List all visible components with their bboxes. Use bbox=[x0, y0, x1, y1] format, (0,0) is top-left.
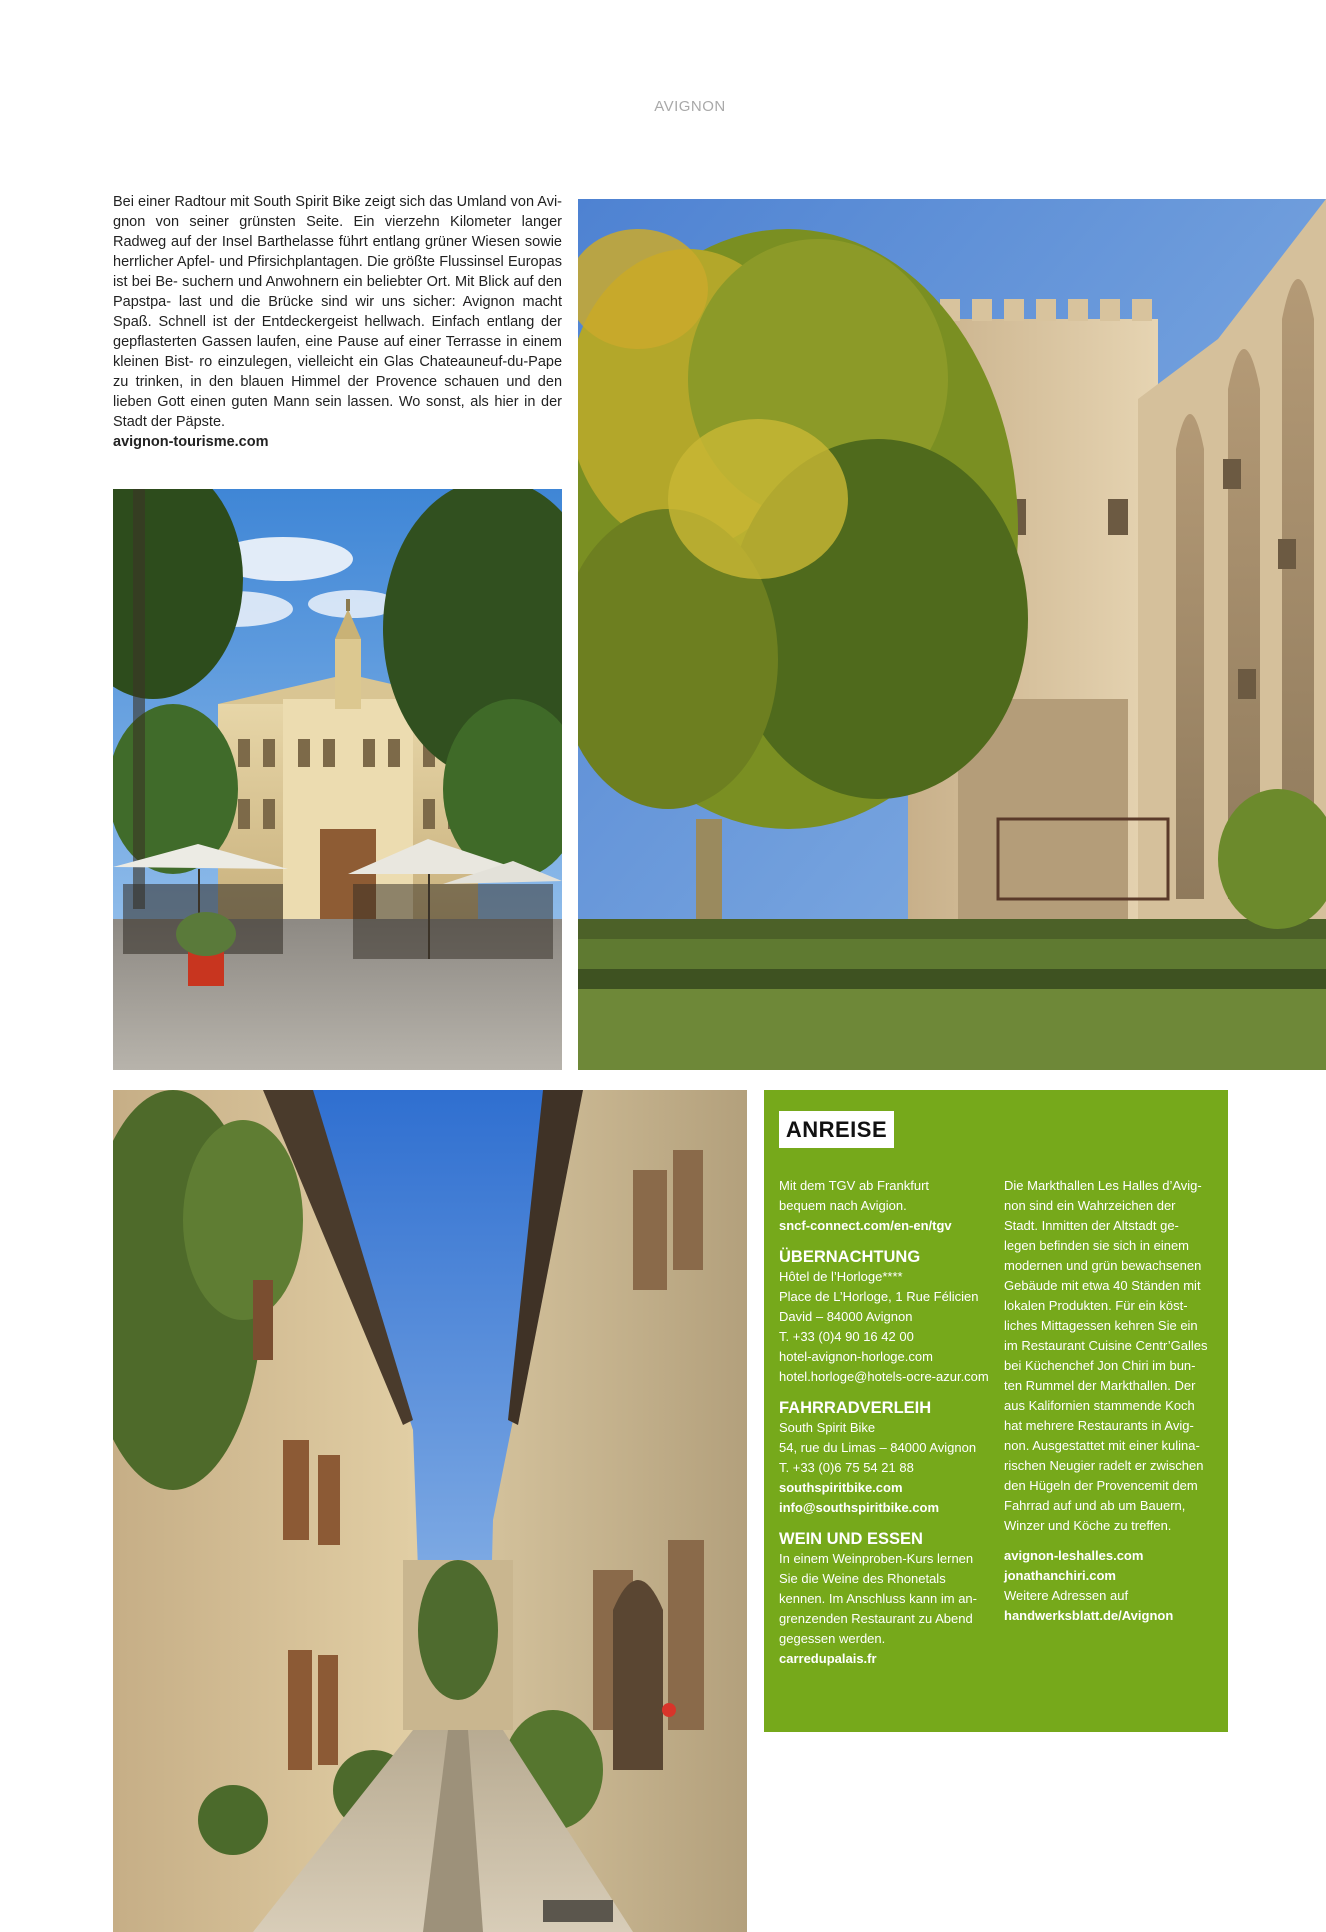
spacer bbox=[1004, 1536, 1216, 1546]
more-addresses-text: Weitere Adressen auf bbox=[1004, 1588, 1129, 1603]
intro-line: guten Mann sein lassen. Wo sonst, als hier in der Stadt der Päpste. bbox=[113, 394, 562, 430]
bike-website-link[interactable]: southspiritbike.com bbox=[779, 1480, 903, 1495]
wein-line: grenzenden Restaurant zu Abend bbox=[779, 1611, 973, 1626]
bike-line: 54, rue du Limas – 84000 Avignon bbox=[779, 1440, 977, 1455]
intro-line: Gassen laufen, eine Pause auf einer Terrasse in einem kleinen Bist- bbox=[113, 334, 563, 370]
wein-link[interactable]: carredupalais.fr bbox=[779, 1651, 877, 1666]
leshalles-link[interactable]: avignon-leshalles.com bbox=[1004, 1548, 1144, 1563]
info-column-left bbox=[779, 1176, 989, 1669]
hotel-line: David – 84000 Avignon bbox=[779, 1309, 913, 1324]
intro-text bbox=[113, 194, 562, 430]
markthallen-line: Gebäude mit etwa 40 Ständen mit bbox=[1004, 1278, 1201, 1293]
markthallen-line: Stadt. Inmitten der Altstadt ge- bbox=[1004, 1218, 1179, 1233]
intro-article bbox=[113, 192, 562, 452]
bike-phone: T. +33 (0)6 75 54 21 88 bbox=[779, 1460, 914, 1475]
info-column-right bbox=[1004, 1176, 1216, 1626]
markthallen-line: im Restaurant Cuisine Centr’Galles bbox=[1004, 1338, 1208, 1353]
intro-line: auf der Insel Barthelasse führt entlang grüner Wiesen sowie herrlicher bbox=[113, 234, 562, 270]
wein-line: kennen. Im Anschluss kann im an- bbox=[779, 1591, 977, 1606]
info-box bbox=[764, 1090, 1228, 1732]
wein-heading: WEIN UND ESSEN bbox=[779, 1530, 923, 1548]
handwerksblatt-link[interactable]: handwerksblatt.de/Avignon bbox=[1004, 1608, 1174, 1623]
markthallen-line: den Hügeln der Provencemit dem bbox=[1004, 1478, 1198, 1493]
wein-line: Sie die Weine des Rhonetals bbox=[779, 1571, 946, 1586]
anreise-text: bequem nach Avigion. bbox=[779, 1198, 907, 1213]
markthallen-line: liches Mittagessen kehren Sie ein bbox=[1004, 1318, 1198, 1333]
markthallen-line: non sind ein Wahrzeichen der bbox=[1004, 1198, 1176, 1213]
hotel-phone: T. +33 (0)4 90 16 42 00 bbox=[779, 1329, 914, 1344]
markthallen-line: hat mehrere Restaurants in Avig- bbox=[1004, 1418, 1194, 1433]
tgv-link[interactable]: sncf-connect.com/en-en/tgv bbox=[779, 1218, 952, 1233]
wein-line: In einem Weinproben-Kurs lernen bbox=[779, 1551, 974, 1566]
fahrradverleih-heading: FAHRRADVERLEIH bbox=[779, 1399, 932, 1417]
intro-line: suchern und Anwohnern ein beliebter Ort. Mit Blick auf den Papstpa- bbox=[113, 274, 562, 310]
markthallen-line: legen befinden sie sich in einem bbox=[1004, 1238, 1190, 1253]
intro-line: last und die Brücke sind wir uns sicher: Avignon macht Spaß. Schnell bbox=[113, 294, 563, 330]
street-photo bbox=[113, 1090, 747, 1932]
intro-line: Bei einer Radtour mit South Spirit Bike zeigt sich das Umland von Avi- bbox=[113, 194, 562, 210]
tourism-link[interactable]: avignon-tourisme.com bbox=[113, 434, 269, 450]
markthallen-line: ten Rummel der Markthallen. Der bbox=[1004, 1378, 1196, 1393]
hotel-line: Hôtel de l’Horloge**** bbox=[779, 1269, 903, 1284]
markthallen-line: aus Kalifornien stammende Koch bbox=[1004, 1398, 1195, 1413]
intro-line: den blauen Himmel der Provence schauen und den lieben Gott einen bbox=[113, 374, 563, 410]
hotel-line: Place de L’Horloge, 1 Rue Félicien bbox=[779, 1289, 979, 1304]
anreise-badge: ANREISE bbox=[779, 1111, 894, 1148]
uebernachtung-heading: ÜBERNACHTUNG bbox=[779, 1248, 921, 1266]
hotel-email[interactable]: hotel.horloge@hotels-ocre-azur.com bbox=[779, 1369, 989, 1384]
intro-line: gnon von seiner grünsten Seite. Ein vierzehn Kilometer langer Radweg bbox=[113, 214, 562, 250]
bike-email-link[interactable]: info@southspiritbike.com bbox=[779, 1500, 940, 1515]
markthallen-line: Fahrrad auf und ab um Bauern, bbox=[1004, 1498, 1186, 1513]
markthallen-line: non. Ausgestattet mit einer kulina- bbox=[1004, 1438, 1200, 1453]
intro-line: ist der Entdeckergeist hellwach. Einfach entlang der gepflasterten bbox=[113, 314, 562, 350]
bike-line: South Spirit Bike bbox=[779, 1420, 876, 1435]
markthallen-line: Die Markthallen Les Halles d’Avig- bbox=[1004, 1178, 1202, 1193]
markthallen-line: Winzer und Köche zu treffen. bbox=[1004, 1518, 1172, 1533]
city-hall-photo bbox=[113, 489, 562, 1070]
intro-line: ro einzulegen, vielleicht ein Glas Chateauneuf-du-Pape zu trinken, in bbox=[113, 354, 563, 390]
hotel-website[interactable]: hotel-avignon-horloge.com bbox=[779, 1349, 933, 1364]
markthallen-line: modernen und grün bewachsenen bbox=[1004, 1258, 1202, 1273]
markthallen-line: rischen Neugier radelt er zwischen bbox=[1004, 1458, 1204, 1473]
markthallen-line: bei Küchenchef Jon Chiri im bun- bbox=[1004, 1358, 1196, 1373]
section-title: AVIGNON bbox=[654, 98, 726, 115]
jonathanchiri-link[interactable]: jonathanchiri.com bbox=[1004, 1568, 1116, 1583]
intro-line: Apfel- und Pfirsichplantagen. Die größte Flussinsel Europas ist bei Be- bbox=[113, 254, 562, 290]
wein-line: gegessen werden. bbox=[779, 1631, 886, 1646]
markthallen-line: lokalen Produkten. Für ein köst- bbox=[1004, 1298, 1188, 1313]
papal-palace-photo bbox=[578, 199, 1326, 1070]
anreise-text: Mit dem TGV ab Frankfurt bbox=[779, 1178, 930, 1193]
